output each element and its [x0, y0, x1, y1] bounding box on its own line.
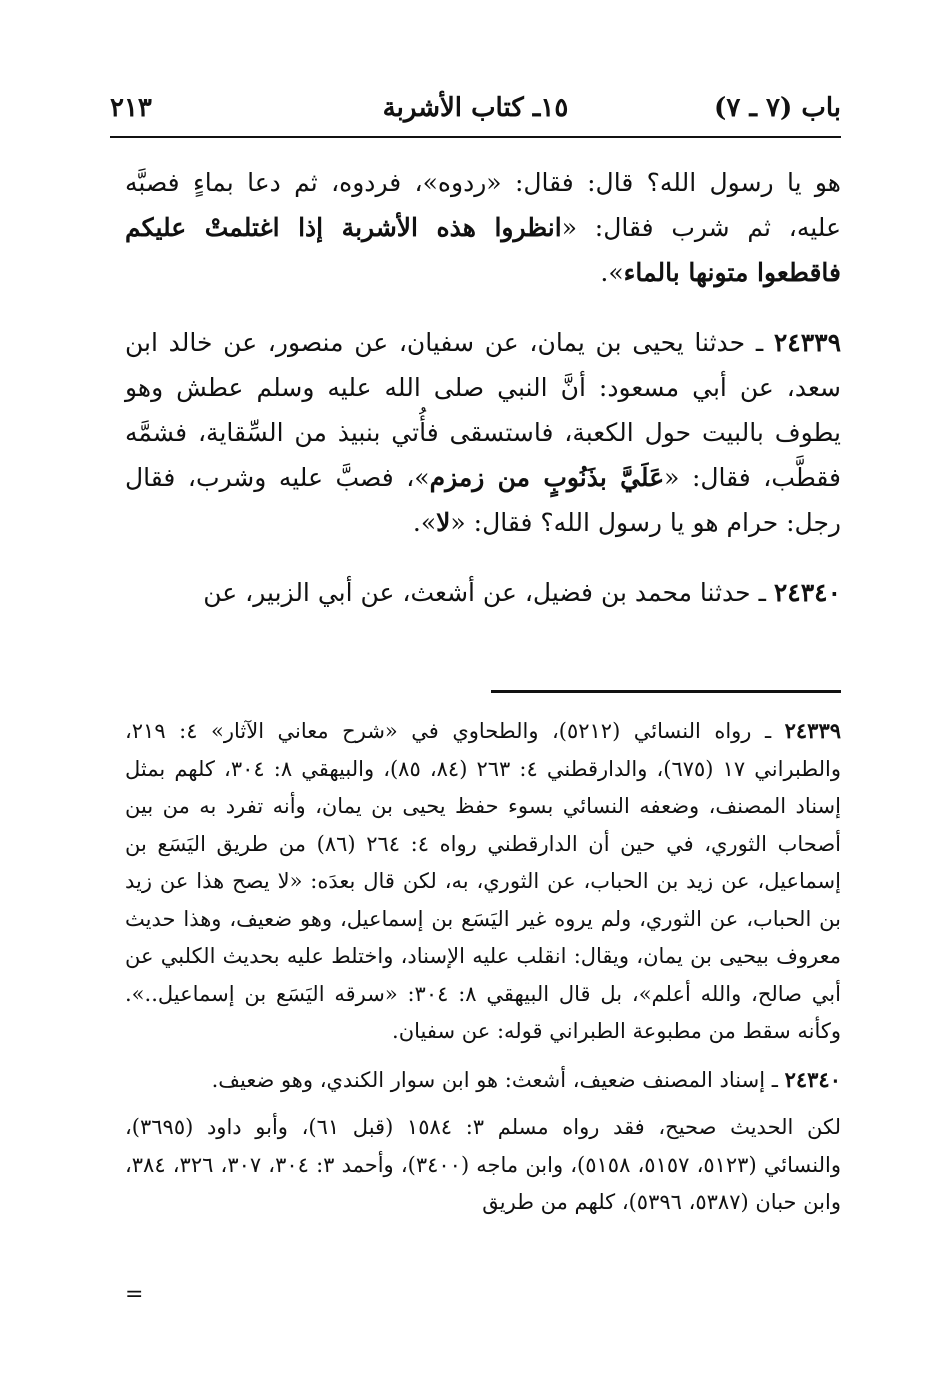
page-number: ٢١٣ — [110, 93, 152, 123]
footnotes — [125, 712, 841, 1232]
footnote-continued — [125, 1109, 841, 1222]
footnote-number: ٢٤٣٣٩ — [784, 718, 842, 743]
hadith-quote: انظروا هذه الأشربة إذا اغتلمتْ عليكم فاقطعوا متونها بالماء — [125, 213, 841, 287]
footnote-text: ـ رواه النسائي (٥٢١٢)، والطحاوي في «شرح معاني الآثار» ٤: ٢١٩، والطبراني ١٧ (٦٧٥)، والدارقطني ٤: ٢٦٣ (٨٤، ٨٥)، والبيهقي ٨: ٣٠٤، كلهم بمثل إسناد المصنف، وضعفه النسائي بسوء حفظ يحيى بن يمان، وأنه تفرد به من بين أصحاب الثوري، في حين أن الدارقطني رواه ٤: ٢٦٤ (٨٦) من طريق اليَسَع بن إسماعيل، عن زيد بن الحباب، عن الثوري، به، لكن قال بعدَه: «لا يصح هذا عن زيد بن الحباب، عن الثوري، ولم يروه غير اليَسَع بن إسماعيل، وهو ضعيف، وهذا حديث معروف بيحيى بن يمان، ويقال: انقلب عليه الإسناد، واختلط عليه بحديث الكلبي عن أبي صالح، والله أعلم»، بل قال البيهقي ٨: ٣٠٤: «سرقه اليَسَع بن إسماعيل..». وكأنه سقط من مطبوعة الطبراني قوله: عن سفيان. — [125, 719, 841, 1043]
header-rule — [110, 136, 841, 138]
hadith-24340 — [125, 570, 841, 615]
paragraph-end: ». — [600, 258, 624, 287]
main-text — [125, 160, 841, 640]
footnote-24340 — [125, 1061, 841, 1100]
hadith-text: ـ حدثنا محمد بن فضيل، عن أشعث، عن أبي الزبير، عن — [203, 578, 774, 607]
hadith-24339 — [125, 320, 841, 545]
paragraph-continuation — [125, 160, 841, 295]
hadith-quote: عَلَيَّ بذَنُوبٍ من زمزم — [429, 463, 665, 492]
hadith-end: ». — [412, 508, 437, 537]
page-header — [110, 78, 841, 138]
paragraph-text: هو يا رسول الله؟ قال: فقال: «ردوه»، فردوه، ثم دعا بماءٍ فصبَّه عليه، ثم شرب فقال: « — [125, 168, 842, 242]
hadith-number: ٢٤٣٣٩ — [773, 328, 841, 357]
footnote-text: لكن الحديث صحيح، فقد رواه مسلم ٣: ١٥٨٤ (قبل ٦١)، وأبو داود (٣٦٩٥)، والنسائي (٥١٢٣، ٥١٥٧، ٥١٥٨)، وابن ماجه (٣٤٠٠)، وأحمد ٣: ٣٠٤، ٣٠٧، ٣٢٦، ٣٨٤، وابن حبان (٥٣٨٧، ٥٣٩٦)، كلهم من طريق — [125, 1115, 841, 1214]
footnote-separator — [491, 690, 841, 693]
hadith-text: ـ حدثنا يحيى بن يمان، عن سفيان، عن منصور، عن خالد ابن سعد، عن أبي مسعود: أنَّ النبي صلى الله عليه وسلم عطش وهو يطوف بالبيت حول الكعبة، فاستسقى فأُتي بنبيذ من السِّقاية، فشمَّه فقطَّب، فقال: « — [125, 328, 841, 492]
chapter-label: باب (٧ ـ ٧) — [714, 93, 841, 123]
hadith-quote-short: لا — [436, 508, 451, 537]
hadith-number: ٢٤٣٤٠ — [773, 578, 841, 607]
footnote-24339 — [125, 712, 841, 1051]
footnote-text: ـ إسناد المصنف ضعيف، أشعث: هو ابن سوار الكندي، وهو ضعيف. — [211, 1067, 785, 1092]
footnote-number: ٢٤٣٤٠ — [784, 1066, 841, 1092]
hadith-text-mid: »، فصبَّ عليه وشرب، فقال رجل: حرام هو يا رسول الله؟ فقال: « — [125, 463, 841, 537]
book-title: ١٥ـ كتاب الأشربة — [382, 93, 569, 123]
continuation-mark: = — [125, 1282, 144, 1307]
